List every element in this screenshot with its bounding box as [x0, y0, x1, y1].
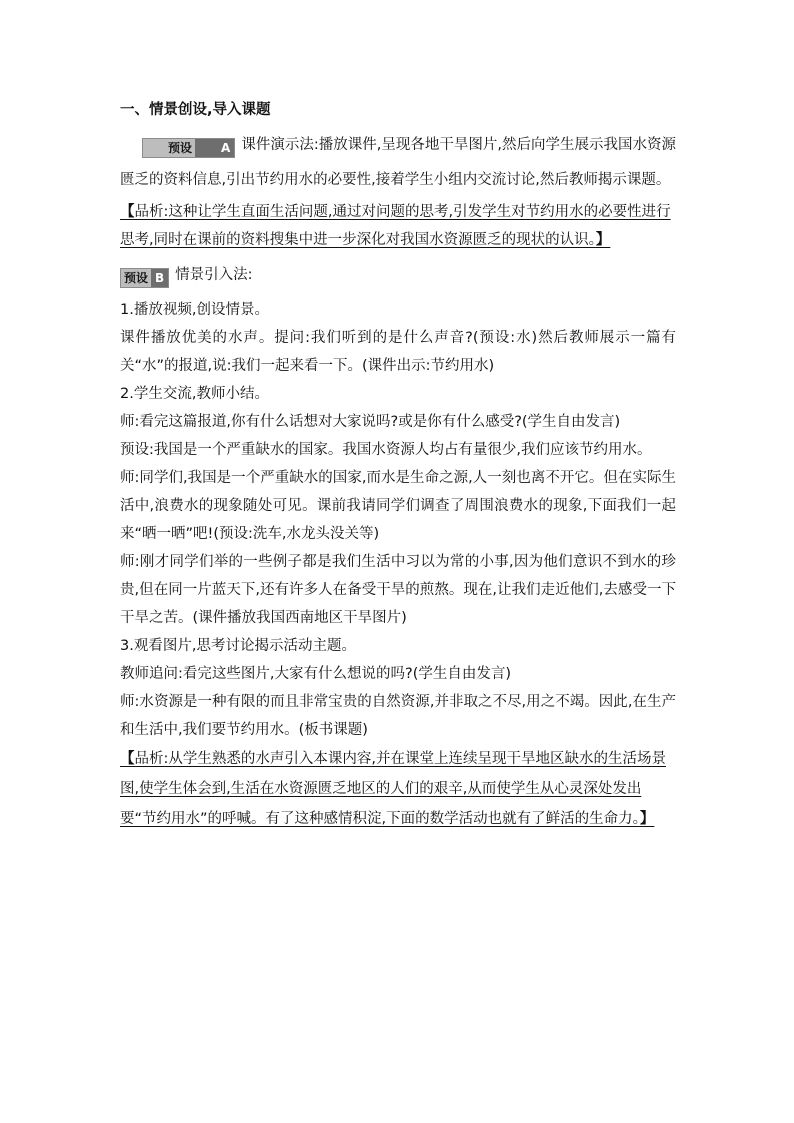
- preset-a-text: 课件演示法:播放课件,呈现各地干旱图片,然后向学生展示我国水资源匮乏的资料信息,引出节约用水的必要性,接着学生小组内交流讨论,然后教师揭示课题。: [120, 137, 676, 188]
- teacher-summary-paragraph: 师:刚才同学们举的一些例子都是我们生活中习以为常的小事,因为他们意识不到水的珍贵,但在同一片蓝天下,还有许多人在备受干旱的煎熬。现在,让我们走近他们,去感受一下干旱之苦。(课件播放我国西南地区干旱图片): [120, 554, 676, 626]
- preset-a-badge-letter: A: [195, 139, 234, 157]
- preset-a-analysis: [120, 198, 676, 254]
- preset-b-heading: [120, 260, 676, 290]
- preset-a-badge-label: 预设: [143, 139, 195, 157]
- preset-b-analysis: [120, 744, 676, 834]
- preset-a-badge: [142, 138, 235, 158]
- preset-b-badge: [120, 268, 169, 288]
- step-2-heading: 2.学生交流,教师小结。: [120, 386, 269, 402]
- step-3-heading: 3.观看图片,思考讨论揭示活动主题。: [120, 638, 356, 654]
- preset-a-paragraph: [120, 128, 676, 198]
- document-page: [120, 96, 676, 834]
- preset-a-analysis-text: 品析:这种让学生直面生活问题,通过对问题的思考,引发学生对节约用水的必要性进行思考,同时在课前的资料搜集中进一步深化对我国水资源匮乏的现状的认识。: [120, 204, 671, 248]
- preset-b-badge-label: 预设: [121, 269, 151, 287]
- preset-b-analysis-text: 品析:从学生熟悉的水声引入本课内容,并在课堂上连续呈现干旱地区缺水的生活场景图,使学生体会到,生活在水资源匮乏地区的人们的艰辛,从而使学生从心灵深处发出要“节约用水”的呼喊。有了这种感情积淀,下面的数学活动也就有了鲜活的生命力。: [120, 751, 666, 827]
- analysis-open-bracket: 【: [120, 751, 135, 767]
- analysis-open-bracket: 【: [120, 204, 135, 220]
- analysis-close-bracket: 】: [595, 232, 611, 248]
- section-heading: 一、情景创设,导入课题: [120, 102, 271, 118]
- teacher-question-paragraph: 师:看完这篇报道,你有什么话想对大家说吗?或是你有什么感受?(学生自由发言): [120, 414, 621, 430]
- teacher-statement-paragraph: 师:同学们,我国是一个严重缺水的国家,而水是生命之源,人一刻也离不开它。但在实际生活中,浪费水的现象随处可见。课前我请同学们调查了周围浪费水的现象,下面我们一起来“晒一晒”吧!(预设:洗车,水龙头没关等): [120, 470, 676, 542]
- teacher-followup-paragraph: 教师追问:看完这些图片,大家有什么想说的吗?(学生自由发言): [120, 666, 512, 682]
- preset-b-title: 情景引入法:: [175, 267, 253, 283]
- step-1-paragraph: 课件播放优美的水声。提问:我们听到的是什么声音?(预设:水)然后教师展示一篇有关“水”的报道,说:我们一起来看一下。(课件出示:节约用水): [120, 330, 676, 374]
- preset-answer-paragraph: 预设:我国是一个严重缺水的国家。我国水资源人均占有量很少,我们应该节约用水。: [120, 442, 652, 458]
- analysis-close-bracket: 】: [639, 811, 655, 827]
- teacher-conclusion-paragraph: 师:水资源是一种有限的而且非常宝贵的自然资源,并非取之不尽,用之不竭。因此,在生产和生活中,我们要节约用水。(板书课题): [120, 694, 676, 738]
- preset-b-badge-letter: B: [151, 269, 168, 287]
- step-1-heading: 1.播放视频,创设情景。: [120, 302, 269, 318]
